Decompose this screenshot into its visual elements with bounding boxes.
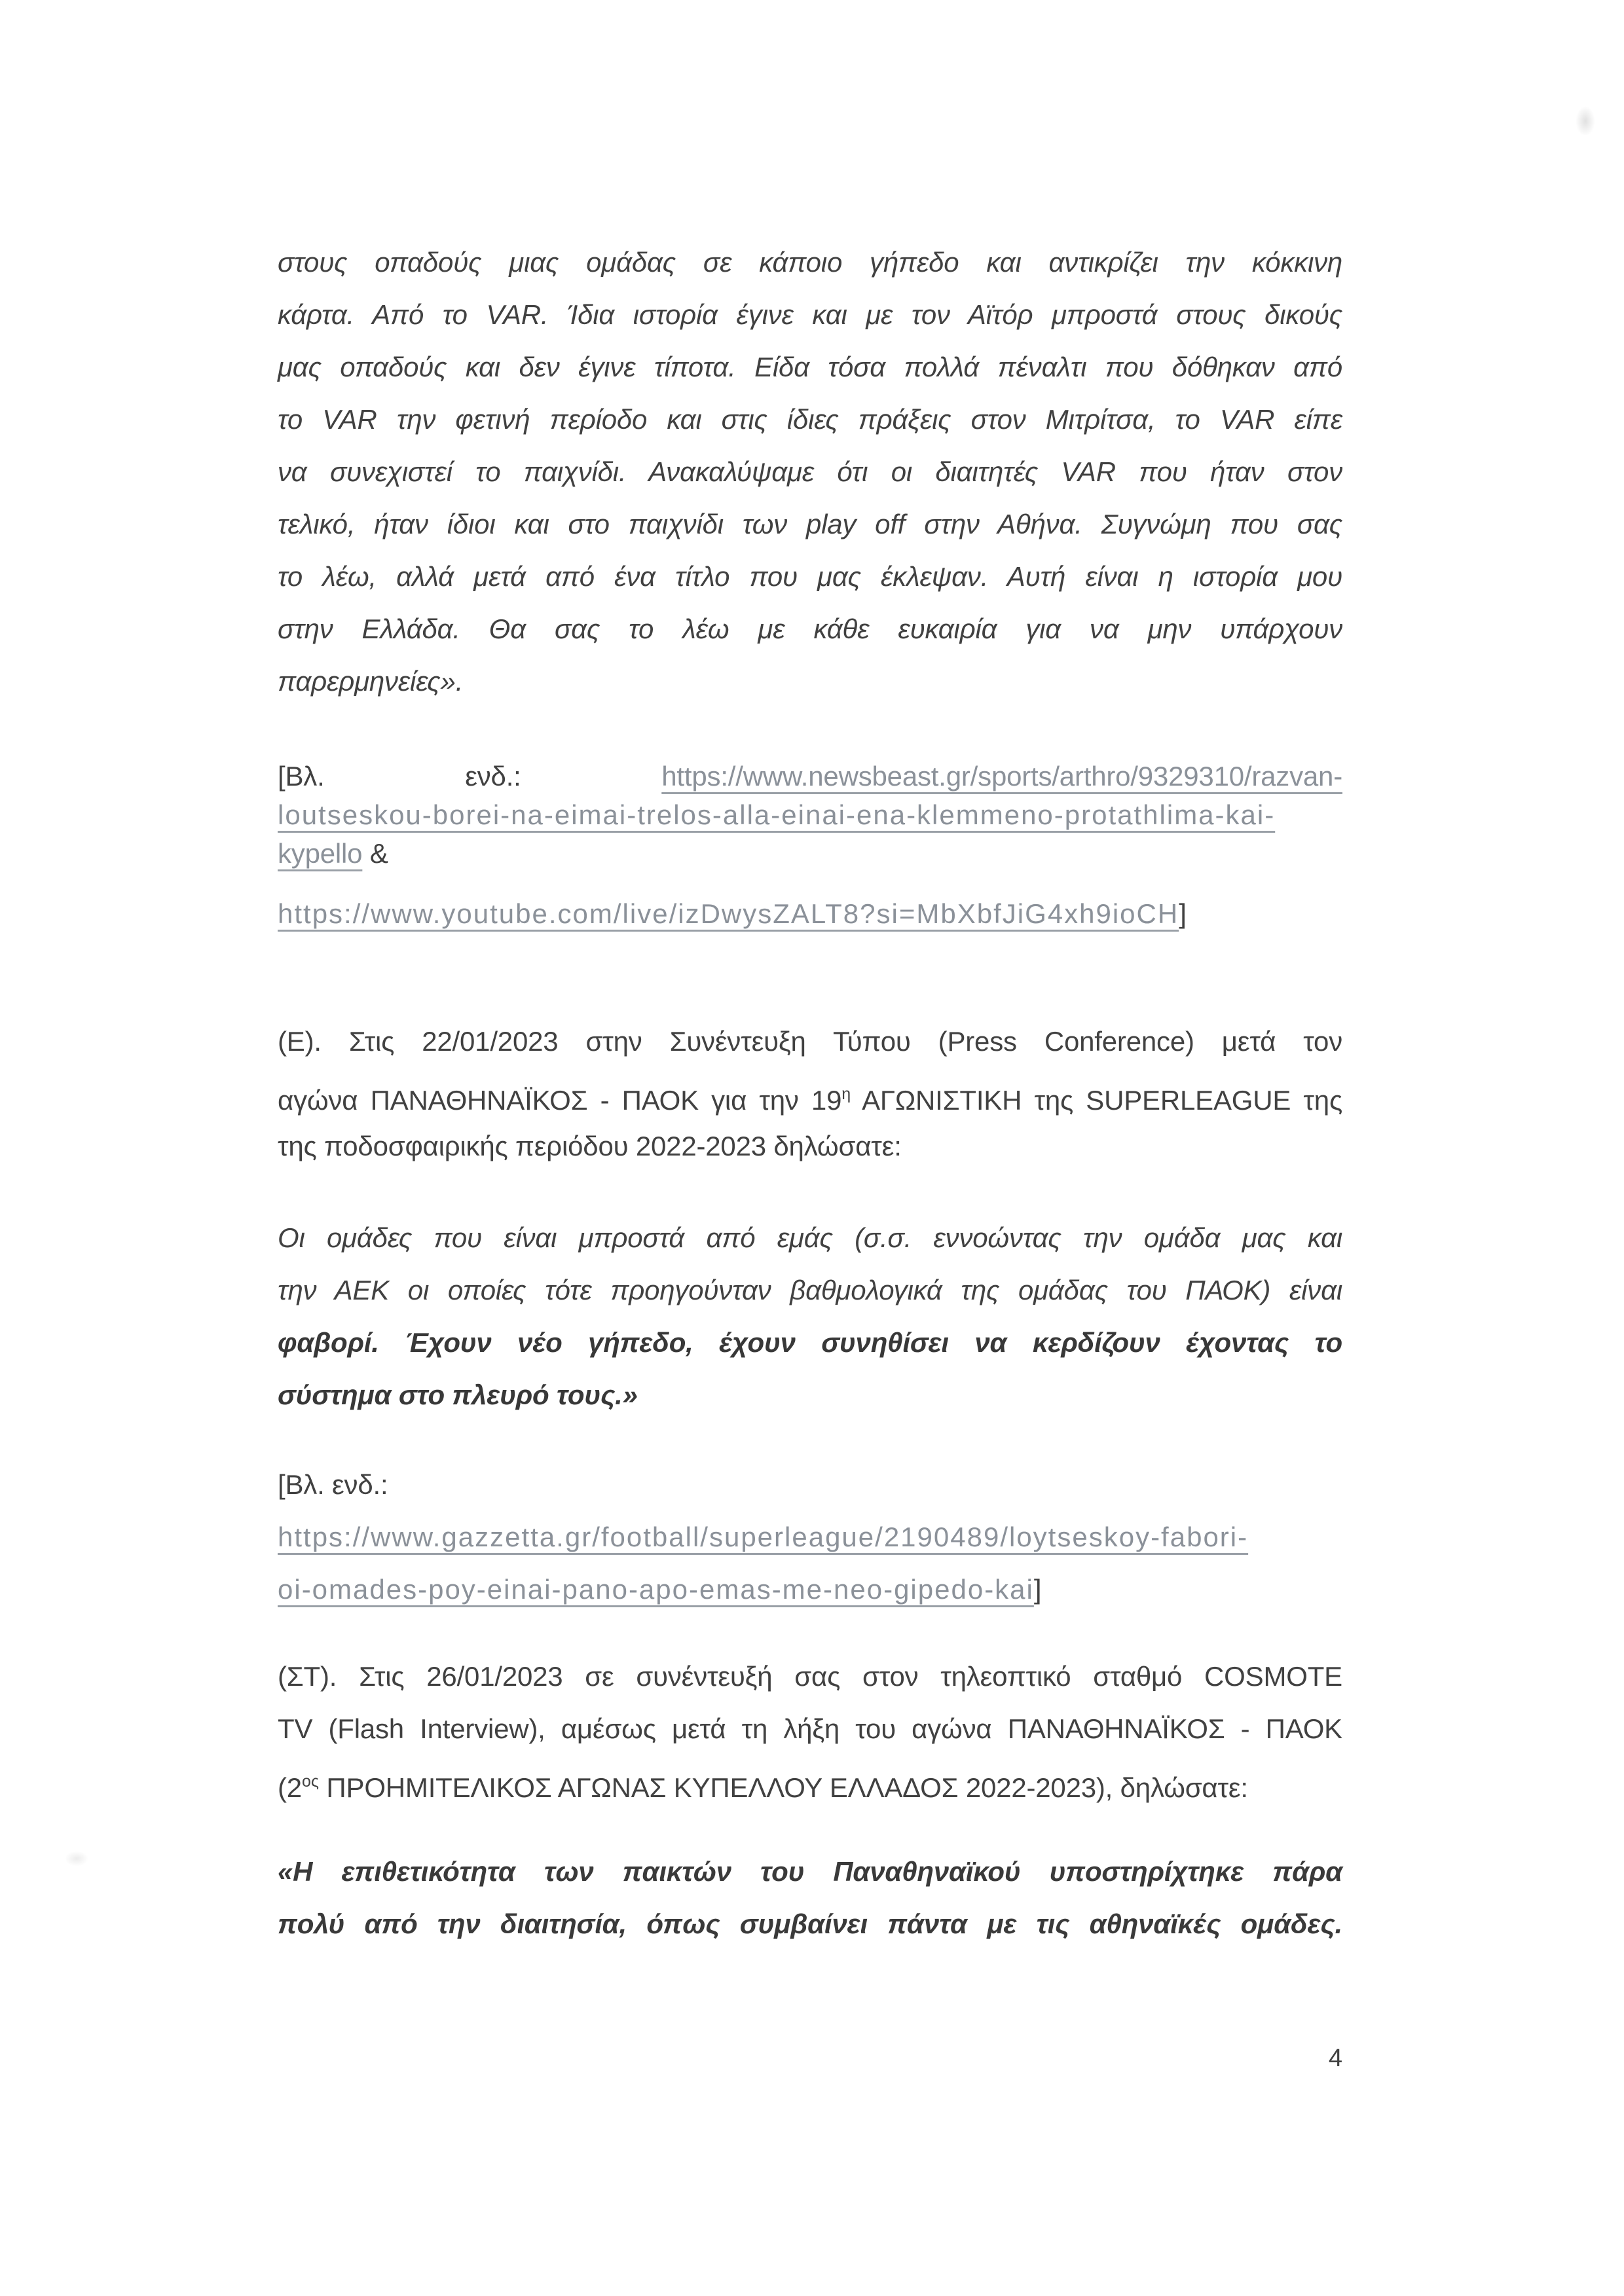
text-segment: παρερμηνείες». [278, 666, 464, 697]
text-segment: το VAR την φετινή περίοδο και στις ίδιες πράξεις στον Μιτρίτσα, το VAR είπε [278, 404, 1342, 435]
reference-youtube-link [278, 894, 1342, 933]
text-segment: σύστημα στο πλευρό τους.» [278, 1379, 638, 1410]
text-line [278, 1755, 1342, 1808]
text-segment: το λέω, αλλά μετά από ένα τίτλο που μας έκλεψαν. Αυτή είναι η ιστορία μου [278, 561, 1342, 592]
text-line [278, 551, 1342, 603]
text-segment: ενδ.: [465, 761, 662, 792]
text-line [278, 1369, 1342, 1421]
paragraph-e-press-conference [278, 1015, 1342, 1173]
text-line [278, 834, 1342, 873]
text-segment: (Ε). Στις 22/01/2023 στην Συνέντευξη Τύπου (Press Conference) μετά τον [278, 1026, 1342, 1057]
reference-gazzetta-link [278, 1459, 1342, 1616]
text-segment: της ποδοσφαιρικής περιόδου 2022-2023 δηλώσατε: [278, 1131, 902, 1161]
text-line [278, 1511, 1342, 1563]
text-line [278, 341, 1342, 393]
text-line [278, 757, 1342, 795]
hyperlink[interactable]: https://www.newsbeast.gr/sports/arthro/9329310/razvan- [661, 761, 1342, 792]
hyperlink[interactable]: https://www.gazzetta.gr/football/superleague/2190489/loytseskoy-fabori- [278, 1522, 1249, 1552]
text-line [278, 393, 1342, 446]
text-line [278, 1068, 1342, 1120]
text-segment: τελικό, ήταν ίδιοι και στο παιχνίδι των play off στην Αθήνα. Συγνώμη που σας [278, 509, 1342, 539]
text-segment: TV (Flash Interview), αμέσως μετά τη λήξη του αγώνα ΠΑΝΑΘΗΝΑΪΚΟΣ - ΠΑΟΚ [278, 1713, 1342, 1744]
paragraph-st-cosmote-interview [278, 1650, 1342, 1808]
scan-artifact [1576, 106, 1595, 136]
hyperlink[interactable]: kypello [278, 838, 363, 869]
text-segment: [Βλ. [278, 761, 466, 792]
text-line [278, 894, 1342, 933]
text-line [278, 1317, 1342, 1369]
text-line [278, 795, 1342, 834]
reference-newsbeast-link [278, 757, 1342, 873]
text-segment: στους οπαδούς μιας ομάδας σε κάποιο γήπεδο και αντικρίζει την κόκκινη [278, 247, 1342, 278]
text-line [278, 446, 1342, 498]
text-segment: κάρτα. Από το VAR. Ίδια ιστορία έγινε και με τον Αϊτόρ μπροστά στους δικούς [278, 299, 1342, 330]
text-segment: στην Ελλάδα. Θα σας το λέω με κάθε ευκαιρία για να μην υπάρχουν [278, 613, 1342, 644]
text-segment: πολύ από την διαιτησία, όπως συμβαίνει πάντα με τις αθηναϊκές ομάδες. [278, 1908, 1342, 1939]
text-segment: Οι ομάδες που είναι μπροστά από εμάς (σ.σ. εννοώντας την ομάδα μας και [278, 1222, 1342, 1253]
text-segment: αγώνα ΠΑΝΑΘΗΝΑΪΚΟΣ - ΠΑΟΚ για την 19 [278, 1085, 842, 1116]
hyperlink[interactable]: loutseskou-borei-na-eimai-trelos-alla-einai-ena-klemmeno-protathlima-kai- [278, 799, 1276, 830]
text-line [278, 236, 1342, 289]
text-segment: να συνεχιστεί το παιχνίδι. Ανακαλύψαμε ότι οι διαιτητές VAR που ήταν στον [278, 456, 1342, 487]
text-segment: ] [1179, 898, 1188, 929]
text-line [278, 655, 1342, 708]
text-segment: μας οπαδούς και δεν έγινε τίποτα. Είδα τόσα πολλά πέναλτι που δόθηκαν από [278, 352, 1342, 382]
text-segment: ] [1033, 1574, 1043, 1605]
text-segment: την ΑΕΚ οι οποίες τότε προηγούνταν βαθμολογικά της ομάδας του ΠΑΟΚ) είναι [278, 1275, 1342, 1305]
hyperlink[interactable]: oi-omades-poy-einai-pano-apo-emas-me-neo-gipedo-kai [278, 1574, 1034, 1605]
text-line [278, 603, 1342, 655]
text-line [278, 1846, 1342, 1898]
text-line [278, 1120, 1342, 1173]
hyperlink[interactable]: https://www.youtube.com/live/izDwysZALT8?si=MbXbfJiG4xh9ioCH [278, 898, 1179, 929]
text-line [278, 1015, 1342, 1068]
text-segment: [Βλ. ενδ.: [278, 1469, 388, 1500]
paragraph-quote-final [278, 1846, 1342, 1950]
scan-artifact [65, 1851, 88, 1866]
text-line [278, 289, 1342, 341]
text-segment: (ΣΤ). Στις 26/01/2023 σε συνέντευξή σας στον τηλεοπτικό σταθμό COSMOTE [278, 1661, 1342, 1692]
text-line [278, 1212, 1342, 1264]
text-segment: (2 [278, 1772, 302, 1803]
text-line [278, 1898, 1342, 1950]
paragraph-quote-teams [278, 1212, 1342, 1421]
text-segment: «Η επιθετικότητα των παικτών του Παναθηναϊκού υποστηρίχτηκε πάρα [278, 1856, 1342, 1887]
text-line [278, 498, 1342, 551]
text-line [278, 1264, 1342, 1317]
text-line [278, 1459, 1342, 1511]
page-number: 4 [1328, 2045, 1342, 2072]
text-segment: φαβορί. Έχουν νέο γήπεδο, έχουν συνηθίσει να κερδίζουν έχοντας το [278, 1327, 1342, 1358]
text-line [278, 1703, 1342, 1755]
text-line [278, 1563, 1342, 1616]
text-segment: ΠΡΟΗΜΙΤΕΛΙΚΟΣ ΑΓΩΝΑΣ ΚΥΠΕΛΛΟΥ ΕΛΛΑΔΟΣ 2022-2023), δηλώσατε: [318, 1772, 1248, 1803]
text-segment: ΑΓΩΝΙΣΤΙΚΗ της SUPERLEAGUE της [851, 1085, 1342, 1116]
superscript: ος [301, 1772, 319, 1791]
text-line [278, 1650, 1342, 1703]
text-segment: & [362, 838, 388, 869]
superscript: η [841, 1085, 851, 1103]
paragraph-var-quote [278, 236, 1342, 708]
